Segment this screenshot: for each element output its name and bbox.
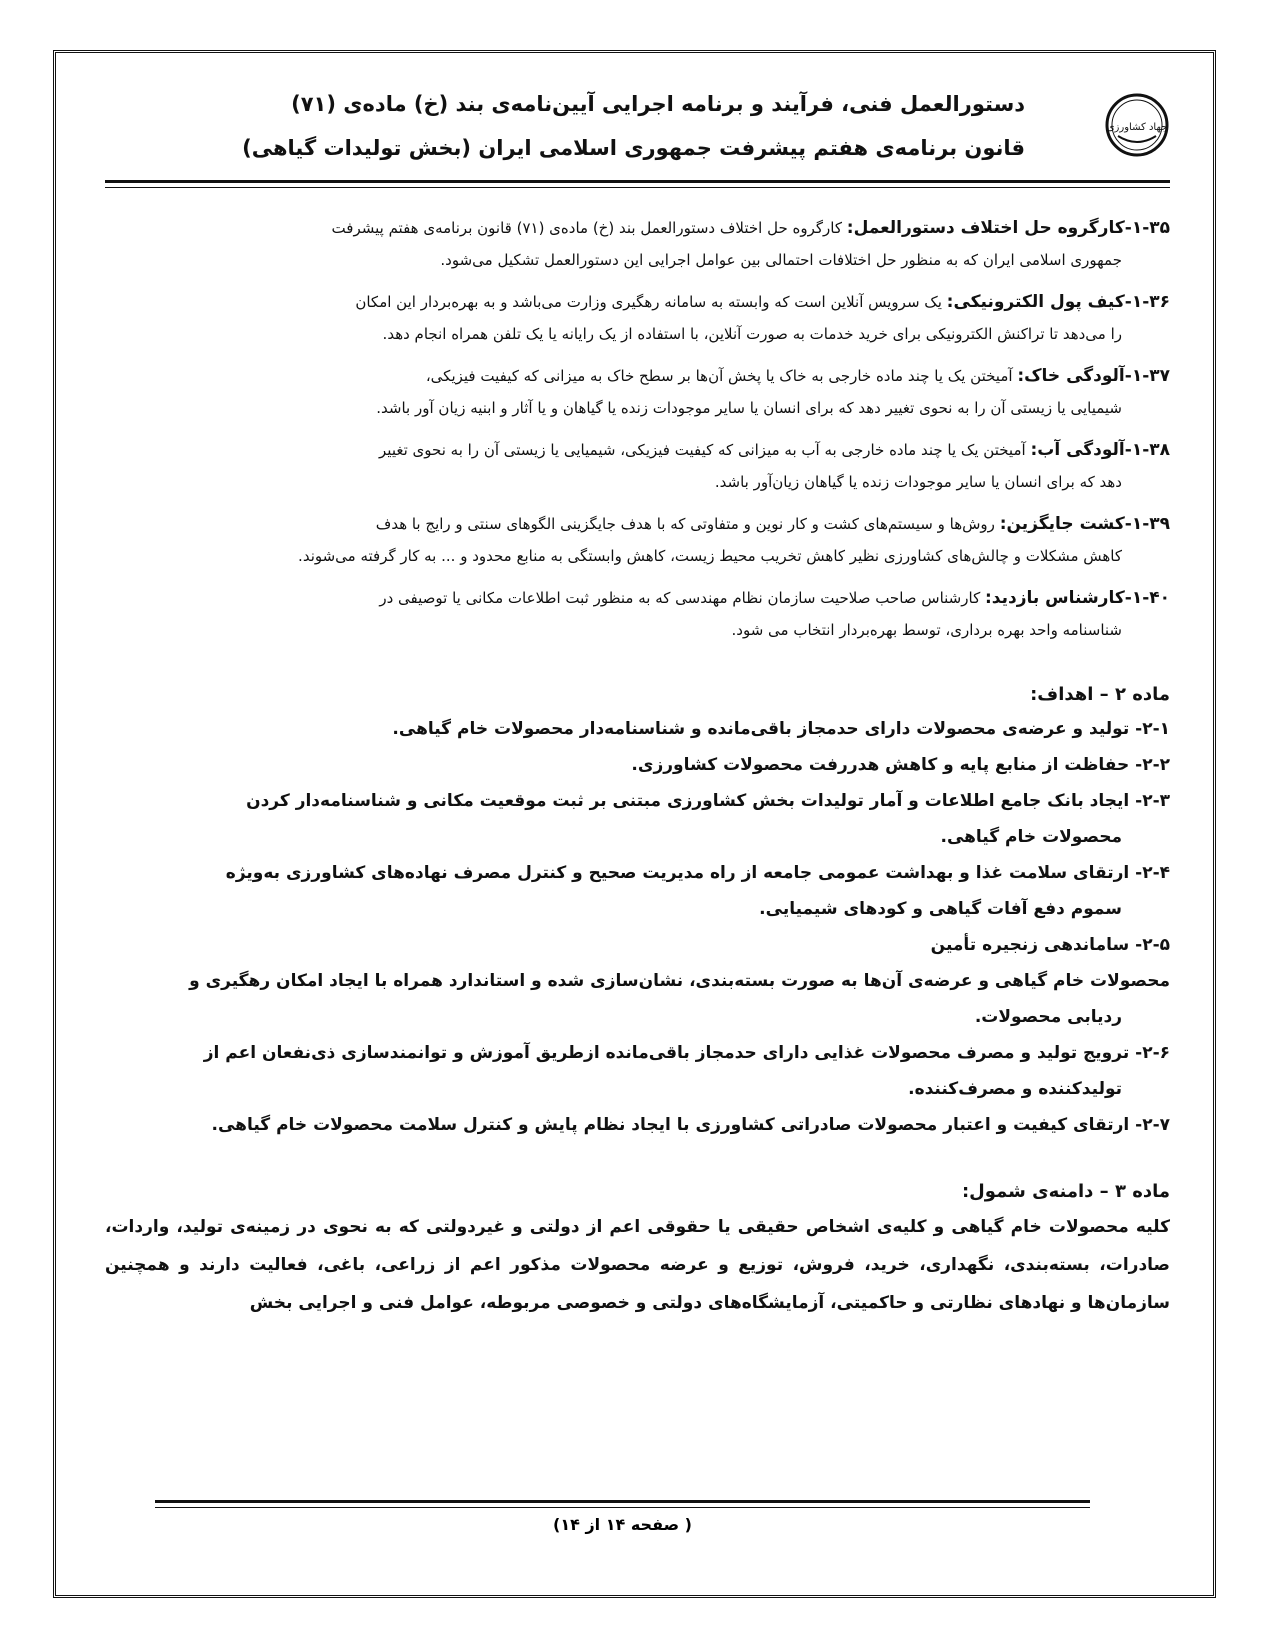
document-header xyxy=(105,70,1170,188)
goal-item xyxy=(105,783,1170,855)
header-divider xyxy=(105,180,1170,188)
definition-number: ۱-۳۸- xyxy=(1124,440,1170,460)
definition-text: آمیختن یک یا چند ماده خارجی به خاک یا پخش آن‌ها بر سطح خاک به میزانی که کیفیت فیزیکی، xyxy=(425,367,1018,385)
goal-item xyxy=(105,963,1170,1035)
goal-item xyxy=(105,855,1170,927)
goal-continuation: ردیابی محصولات. xyxy=(974,1007,1122,1027)
goal-continuation: سموم دفع آفات گیاهی و کودهای شیمیایی. xyxy=(759,899,1122,919)
definition-term: آلودگی آب: xyxy=(1030,440,1125,460)
definition-text: کارشناس صاحب صلاحیت سازمان نظام مهندسی که به منظور ثبت اطلاعات مکانی یا توصیفی در xyxy=(379,589,985,607)
definition-item xyxy=(105,434,1170,498)
goal-number: ۲-۶- xyxy=(1135,1043,1170,1063)
section-3-title: ماده ۳ – دامنه‌ی شمول: xyxy=(961,1181,1170,1202)
goal-text: ساماندهی زنجیره تأمین xyxy=(930,935,1136,955)
page-number: ( صفحه ۱۴ از ۱۴) xyxy=(553,1515,692,1534)
goal-number: ۲-۷- xyxy=(1135,1115,1170,1135)
goal-number: ۲-۵- xyxy=(1135,935,1170,955)
section-2-title: ماده ۲ – اهداف: xyxy=(1030,684,1170,705)
goal-item xyxy=(105,927,1170,963)
goals-list xyxy=(105,711,1170,1143)
definition-text: آمیختن یک یا چند ماده خارجی به آب به میزانی که کیفیت فیزیکی، شیمیایی یا زیستی آن را به نحوی تغییر xyxy=(379,441,1031,459)
goal-item xyxy=(105,1035,1170,1107)
goal-item xyxy=(105,747,1170,783)
title-line-2: قانون برنامه‌ی هفتم پیشرفت جمهوری اسلامی ایران (بخش تولیدات گیاهی) xyxy=(242,136,1025,160)
definition-item xyxy=(105,212,1170,276)
document-title xyxy=(125,82,1025,170)
goal-text: تولید و عرضه‌ی محصولات دارای حدمجاز باقی‌مانده و شناسنامه‌دار محصولات خام گیاهی. xyxy=(392,719,1136,739)
goal-number: ۲-۲- xyxy=(1135,755,1170,775)
goal-number: ۲-۳- xyxy=(1135,791,1170,811)
goal-continuation: تولیدکننده و مصرف‌کننده. xyxy=(908,1079,1122,1099)
footer-divider xyxy=(155,1500,1090,1508)
definition-item xyxy=(105,360,1170,424)
definition-number: ۱-۴۰- xyxy=(1124,588,1170,608)
definition-number: ۱-۳۵- xyxy=(1124,218,1170,238)
definition-text: یک سرویس آنلاین است که وابسته به سامانه رهگیری وزارت می‌باشد و به بهره‌بردار این امکان xyxy=(355,293,947,311)
goal-text: ارتقای کیفیت و اعتبار محصولات صادراتی کشاورزی با ایجاد نظام پایش و کنترل سلامت محصولات خام گیاهی. xyxy=(211,1115,1136,1135)
definition-number: ۱-۳۹- xyxy=(1124,514,1170,534)
definition-term: کارگروه حل اختلاف دستورالعمل: xyxy=(846,218,1125,238)
title-line-1: دستورالعمل فنی، فرآیند و برنامه اجرایی آیین‌نامه‌ی بند (خ) ماده‌ی (۷۱) xyxy=(291,92,1025,116)
goal-text: محصولات خام گیاهی و عرضه‌ی آن‌ها به صورت بسته‌بندی، نشان‌سازی شده و استاندارد همراه با ایجاد امکان رهگیری و xyxy=(189,971,1170,991)
definition-item xyxy=(105,508,1170,572)
definition-term: آلودگی خاک: xyxy=(1017,366,1125,386)
definition-continuation: را می‌دهد تا تراکنش الکترونیکی برای خرید خدمات به صورت آنلاین، با استفاده از یک رایانه یا یک تلفن همراه انجام دهد. xyxy=(382,325,1122,343)
definition-number: ۱-۳۷- xyxy=(1124,366,1170,386)
definition-term: کارشناس بازدید: xyxy=(984,588,1125,608)
definition-continuation: دهد که برای انسان یا سایر موجودات زنده یا گیاهان زیان‌آور باشد. xyxy=(714,473,1122,491)
scope-paragraph: کلیه محصولات خام گیاهی و کلیه‌ی اشخاص حقیقی یا حقوقی اعم از دولتی و غیردولتی که به نحوی در زمینه‌ی تولید، واردات، صادرات، بسته‌بندی، نگهداری، خرید، فروش، توزیع و عرضه محصولات مذکور اعم از زراعی، باغی، فعالیت دارند و همچنین سازمان‌ها و نهادهای نظارتی و حاکمیتی، آزمایشگاه‌های دولتی و خصوصی مربوطه، عوامل فنی و اجرایی بخش xyxy=(105,1217,1170,1313)
jihad-keshavarzi-logo xyxy=(1104,92,1170,158)
definition-text: روش‌ها و سیستم‌های کشت و کار نوین و متفاوتی که با هدف جایگزینی الگوهای سنتی و رایج با هدف xyxy=(375,515,1000,533)
goal-continuation: محصولات خام گیاهی. xyxy=(940,827,1122,847)
goal-text: ایجاد بانک جامع اطلاعات و آمار تولیدات بخش کشاورزی مبتنی بر ثبت موقعیت مکانی و شناسنامه‌دار کردن xyxy=(246,791,1136,811)
goal-text: حفاظت از منابع پایه و کاهش هدررفت محصولات کشاورزی. xyxy=(631,755,1136,775)
document xyxy=(105,70,1170,1322)
definition-continuation: کاهش مشکلات و چالش‌های کشاورزی نظیر کاهش تخریب محیط زیست، کاهش وابستگی به منابع محدود و ... به کار گرفته می‌شوند. xyxy=(298,547,1122,565)
goal-text: ارتقای سلامت غذا و بهداشت عمومی جامعه از راه مدیریت صحیح و کنترل مصرف نهاده‌های کشاورزی به‌ویژه xyxy=(225,863,1136,883)
definition-continuation: شیمیایی یا زیستی آن را به نحوی تغییر دهد که برای انسان یا سایر موجودات زنده یا گیاهان و یا آثار و ابنیه زیان آور باشد. xyxy=(376,399,1122,417)
definitions-list xyxy=(105,212,1170,646)
logo-text: جهاد کشاورزی xyxy=(1106,122,1168,133)
definition-item xyxy=(105,582,1170,646)
goal-item xyxy=(105,711,1170,747)
goal-number: ۲-۴- xyxy=(1135,863,1170,883)
definition-term: کشت جایگزین: xyxy=(999,514,1125,534)
goal-text: ترویج تولید و مصرف محصولات غذایی دارای حدمجاز باقی‌مانده ازطریق آموزش و توانمندسازی ذی‌نفعان اعم از xyxy=(203,1043,1136,1063)
definition-continuation: جمهوری اسلامی ایران که به منظور حل اختلافات احتمالی بین عوامل اجرایی این دستورالعمل تشکیل می‌شود. xyxy=(440,251,1122,269)
definition-item xyxy=(105,286,1170,350)
goal-number: ۲-۱- xyxy=(1135,719,1170,739)
definition-term: کیف پول الکترونیکی: xyxy=(946,292,1125,312)
definition-text: کارگروه حل اختلاف دستورالعمل بند (خ) ماده‌ی (۷۱) قانون برنامه‌ی هفتم پیشرفت xyxy=(331,219,847,237)
definition-continuation: شناسنامه واحد بهره برداری، توسط بهره‌بردار انتخاب می شود. xyxy=(731,621,1122,639)
definition-number: ۱-۳۶- xyxy=(1124,292,1170,312)
goal-item xyxy=(105,1107,1170,1143)
